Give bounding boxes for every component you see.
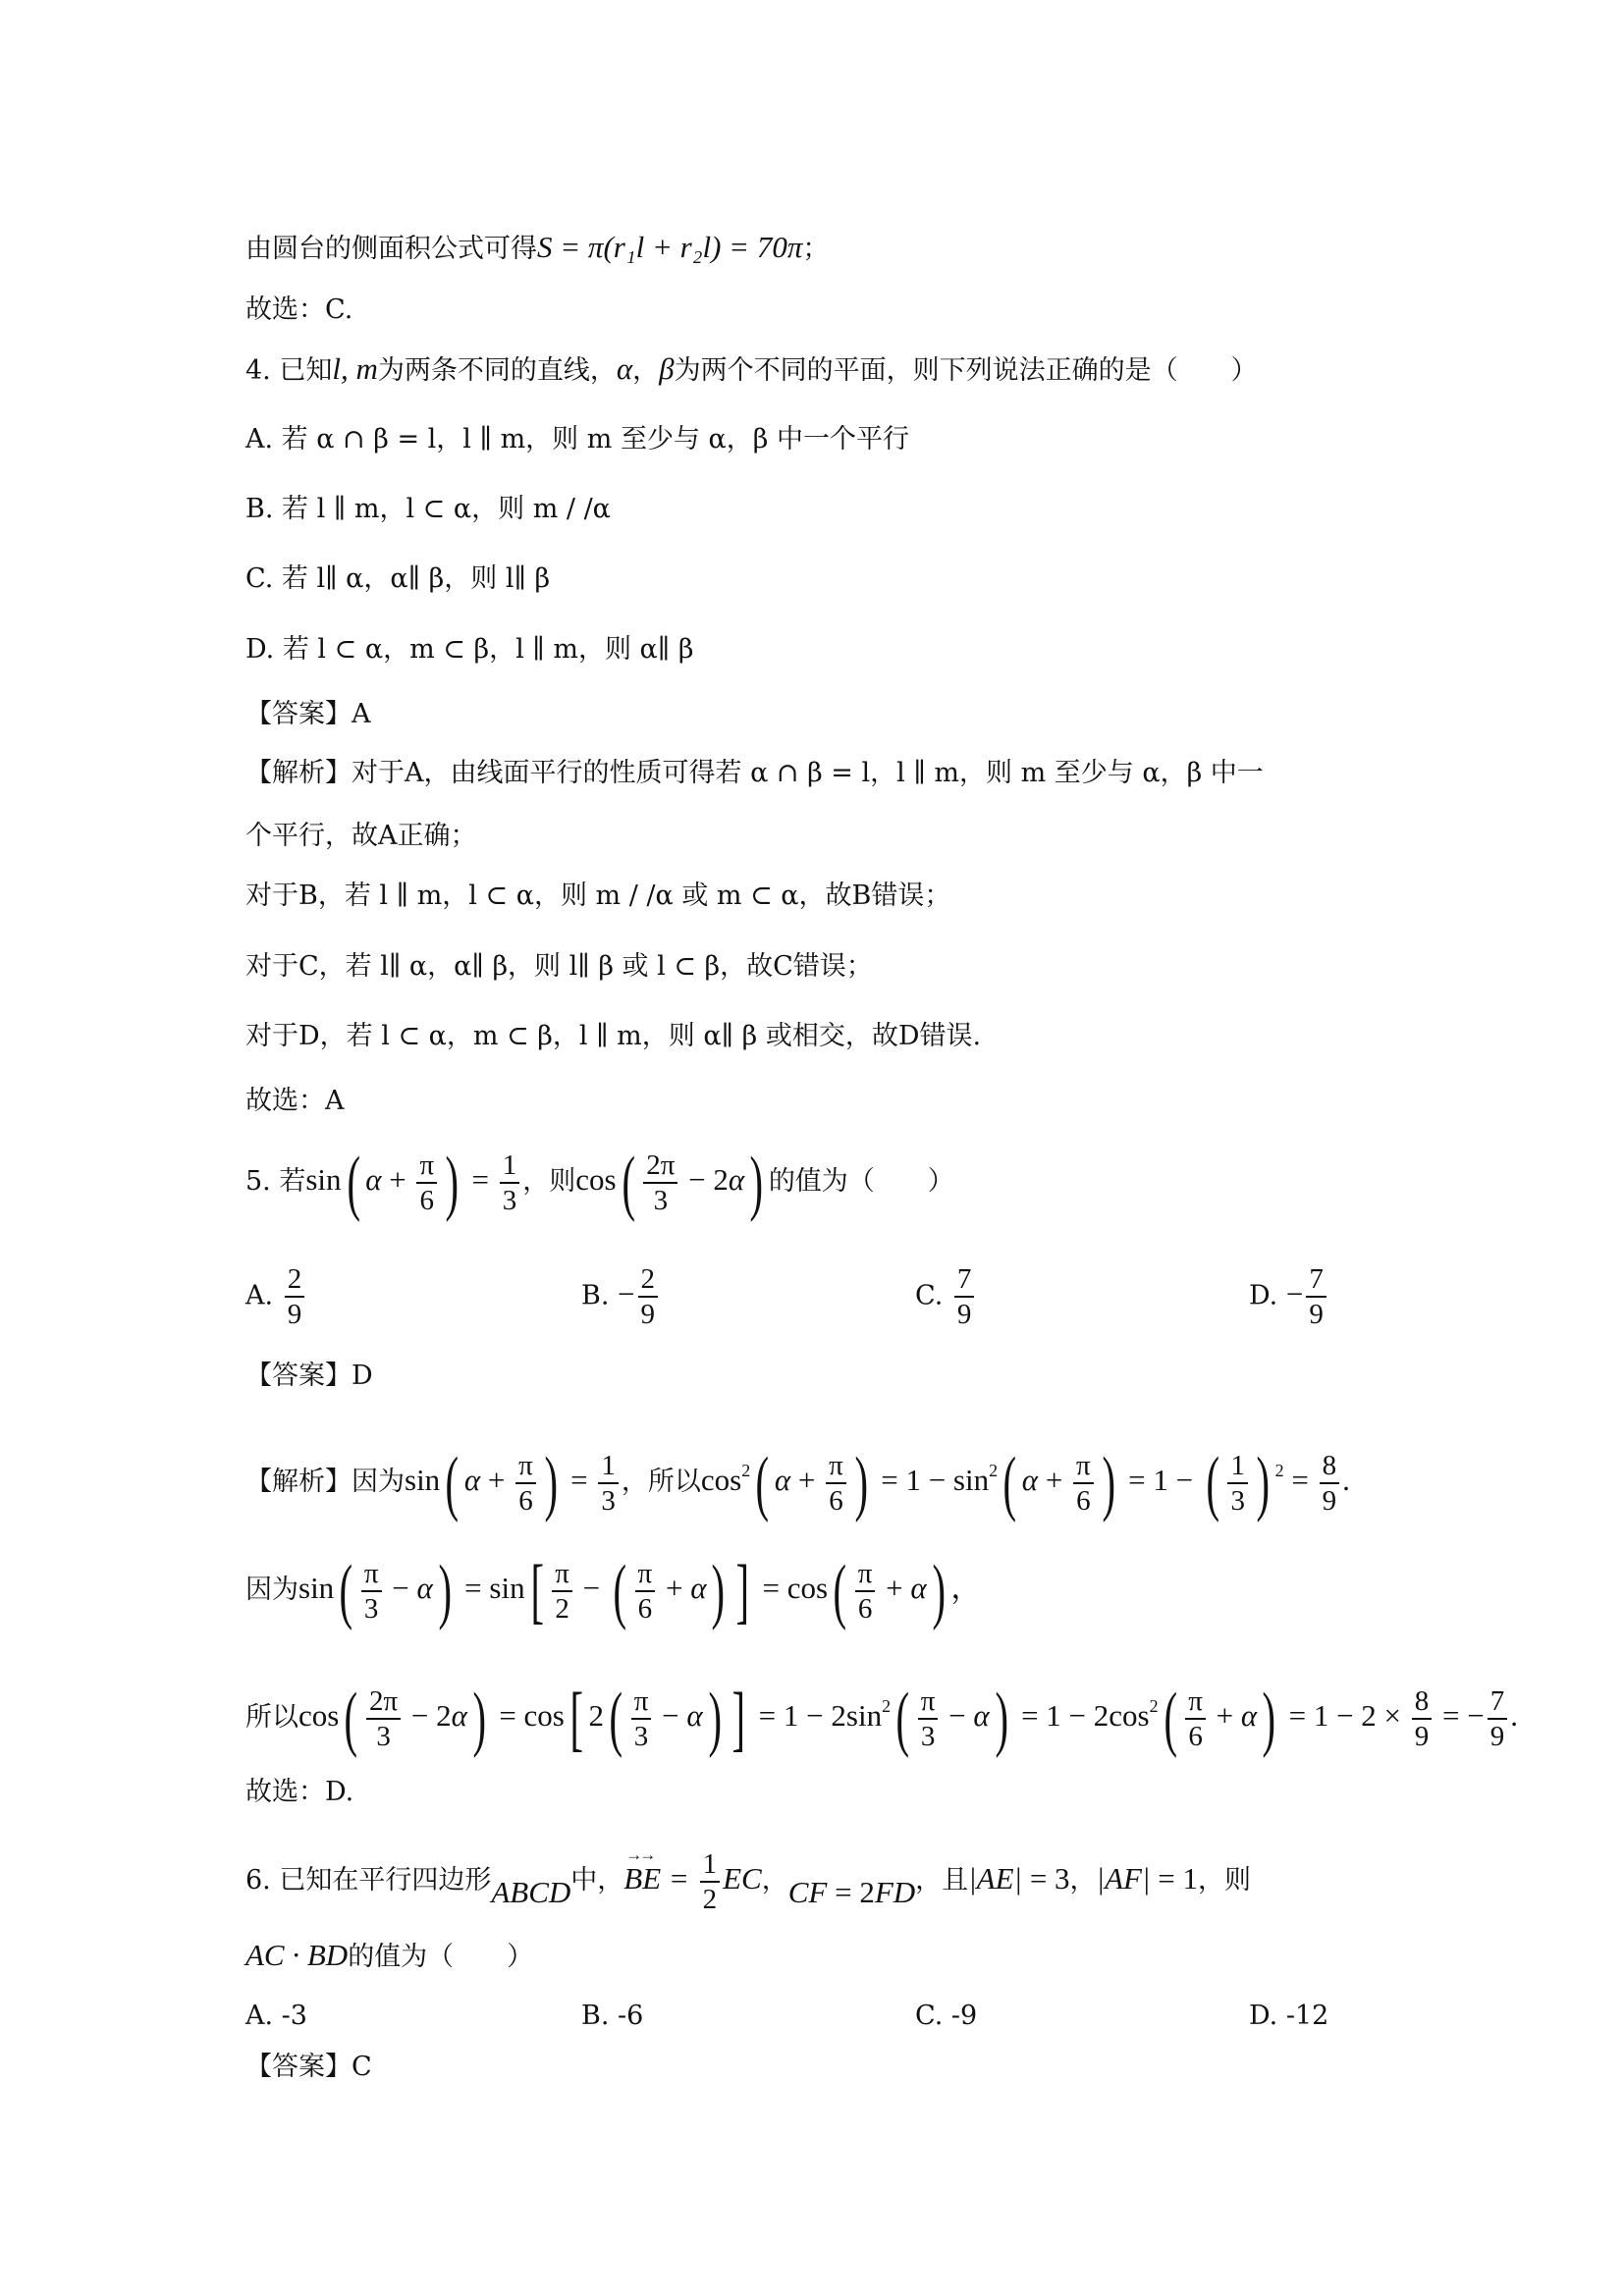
text-line (245, 228, 1404, 269)
text-span: 5. 若 (245, 1166, 306, 1197)
answer-label: 【答案】A (245, 699, 371, 729)
option-d: D. -12 (1249, 2001, 1329, 2031)
analysis-line (245, 1667, 1519, 1759)
text-span: ； (802, 234, 830, 264)
analysis-line: 对于C，若 l∥ α，α∥ β，则 l∥ β 或 l ⊂ β，故C错误； (245, 951, 873, 982)
math-formula: cos( $\frac{2\pi}{3}$ − 2α) (575, 1142, 764, 1223)
option-a: A. $\frac{2}{9}$ (245, 1262, 307, 1331)
question-5-stem (245, 1141, 1404, 1221)
option-b: B. -6 (581, 2001, 644, 2031)
math-formula: |AF| = 1 (1096, 1861, 1198, 1896)
text-span: 6. 已知在平行四边形 (245, 1865, 492, 1896)
math-formula: AC · BD (245, 1938, 349, 1972)
question-6-stem-cont (245, 1936, 1404, 1977)
option-a: A. -3 (245, 2001, 307, 2031)
math-formula: S = π(r₁l + r₂l) = 70π (537, 230, 803, 264)
math-formula: CF = 2FD (787, 1875, 916, 1909)
option-label: D. (1249, 1280, 1278, 1311)
text-span: ，且 (915, 1865, 969, 1896)
text-span: 为两条不同的直线， (377, 355, 617, 386)
math-formula: sin( α + $\frac{\pi}{6}$ ) = $\frac{1}{3}$ (405, 1463, 622, 1497)
math-formula: cos( $\frac{2\pi}{3}$ − 2α) = cos[ 2( $\frac{\pi}{3}$ − α) ] = $1 - 2\sin^2$( $\frac{\pi}{3}$ − $\alpha) = 1 - 2\cos^2$( $\frac{\pi}{6}$ + α) = 1 − 2 × $\frac{8}{9}$ = − $\frac{7}{9}$ . (298, 1678, 1519, 1759)
text-span: 因为 (245, 1575, 298, 1605)
option-b: B. 若 l ∥ m，l ⊂ α，则 m / /α (245, 494, 611, 524)
text-span: 由圆台的侧面积公式可得 (245, 234, 537, 264)
analysis-line (245, 1431, 1404, 1522)
option-b: B. − $\frac{2}{9}$ (581, 1262, 661, 1331)
math-formula: sin( α + $\frac{\pi}{6}$ ) = $\frac{1}{3}$ (305, 1162, 522, 1197)
math-formula: $\cos^2$( α + $\frac{\pi}{6}$ ) = $1 - \sin^2$( α + $\frac{\pi}{6}$ ) = 1 − ( $\frac{1}{3}$ ) $^2$ = $\frac{8}{9}$ . (700, 1442, 1350, 1523)
text-line: 故选：C. (245, 294, 353, 325)
text-span: ， (761, 1865, 788, 1896)
analysis-line: 【解析】对于A，由线面平行的性质可得若 α ∩ β = l，l ∥ m，则 m 至少与 α，β 中一 (245, 758, 1264, 788)
text-span: 的值为（ ） (768, 1166, 954, 1197)
math-formula: α (616, 351, 633, 386)
math-formula: →→ BE = $\frac{1}{2}$ EC (623, 1861, 761, 1896)
text-span: ，则 (522, 1166, 576, 1197)
text-span: ， (1069, 1865, 1097, 1896)
text-line: 故选：A (245, 1086, 345, 1116)
text-line: 故选：D. (245, 1777, 354, 1807)
text-span: 为两个不同的平面，则下列说法正确的是（ ） (674, 355, 1258, 386)
math-formula: l, m (332, 351, 378, 386)
analysis-line: 个平行，故A正确； (245, 821, 477, 851)
question-6-stem (245, 1840, 1404, 1920)
text-span: ， (632, 355, 660, 386)
math-formula: ABCD (491, 1875, 571, 1909)
text-span: 的值为（ ） (348, 1942, 534, 1972)
text-span: 【解析】因为 (245, 1467, 405, 1497)
math-formula: β (659, 351, 675, 386)
text-span: ，则 (1197, 1865, 1251, 1896)
option-c: C. 若 l∥ α，α∥ β，则 l∥ β (245, 563, 551, 594)
option-c: C. -9 (915, 2001, 978, 2031)
option-c: C. $\frac{7}{9}$ (915, 1262, 977, 1331)
option-label: A. (245, 1280, 274, 1311)
answer-label: 【答案】D (245, 1361, 373, 1391)
text-span: 所以 (245, 1702, 298, 1733)
analysis-line: 对于D，若 l ⊂ α，m ⊂ β，l ∥ m，则 α∥ β 或相交，故D错误. (245, 1021, 982, 1051)
option-label: C. (915, 1280, 944, 1311)
answer-label: 【答案】C (245, 2052, 372, 2082)
option-a: A. 若 α ∩ β = l，l ∥ m，则 m 至少与 α，β 中一个平行 (245, 424, 909, 454)
analysis-line (245, 1549, 1404, 1629)
option-label: B. (581, 1280, 610, 1311)
text-span: 中， (570, 1865, 624, 1896)
question-4-stem (245, 349, 1404, 391)
text-span: 4. 已知 (245, 355, 333, 386)
option-d: D. 若 l ⊂ α，m ⊂ β，l ∥ m，则 α∥ β (245, 634, 694, 665)
text-span: ，所以 (621, 1467, 701, 1497)
math-formula: |AE| = 3 (968, 1861, 1070, 1896)
option-d: D. − $\frac{7}{9}$ (1249, 1262, 1329, 1331)
math-formula: sin( $\frac{\pi}{3}$ − α) = sin[ $\frac{\pi}{2}$ − ( $\frac{\pi}{6}$ + α) ] = cos( $\frac{\pi}{6}$ + α) ， (298, 1550, 982, 1631)
analysis-line: 对于B，若 l ∥ m，l ⊂ α，则 m / /α 或 m ⊂ α，故B错误； (245, 881, 951, 911)
